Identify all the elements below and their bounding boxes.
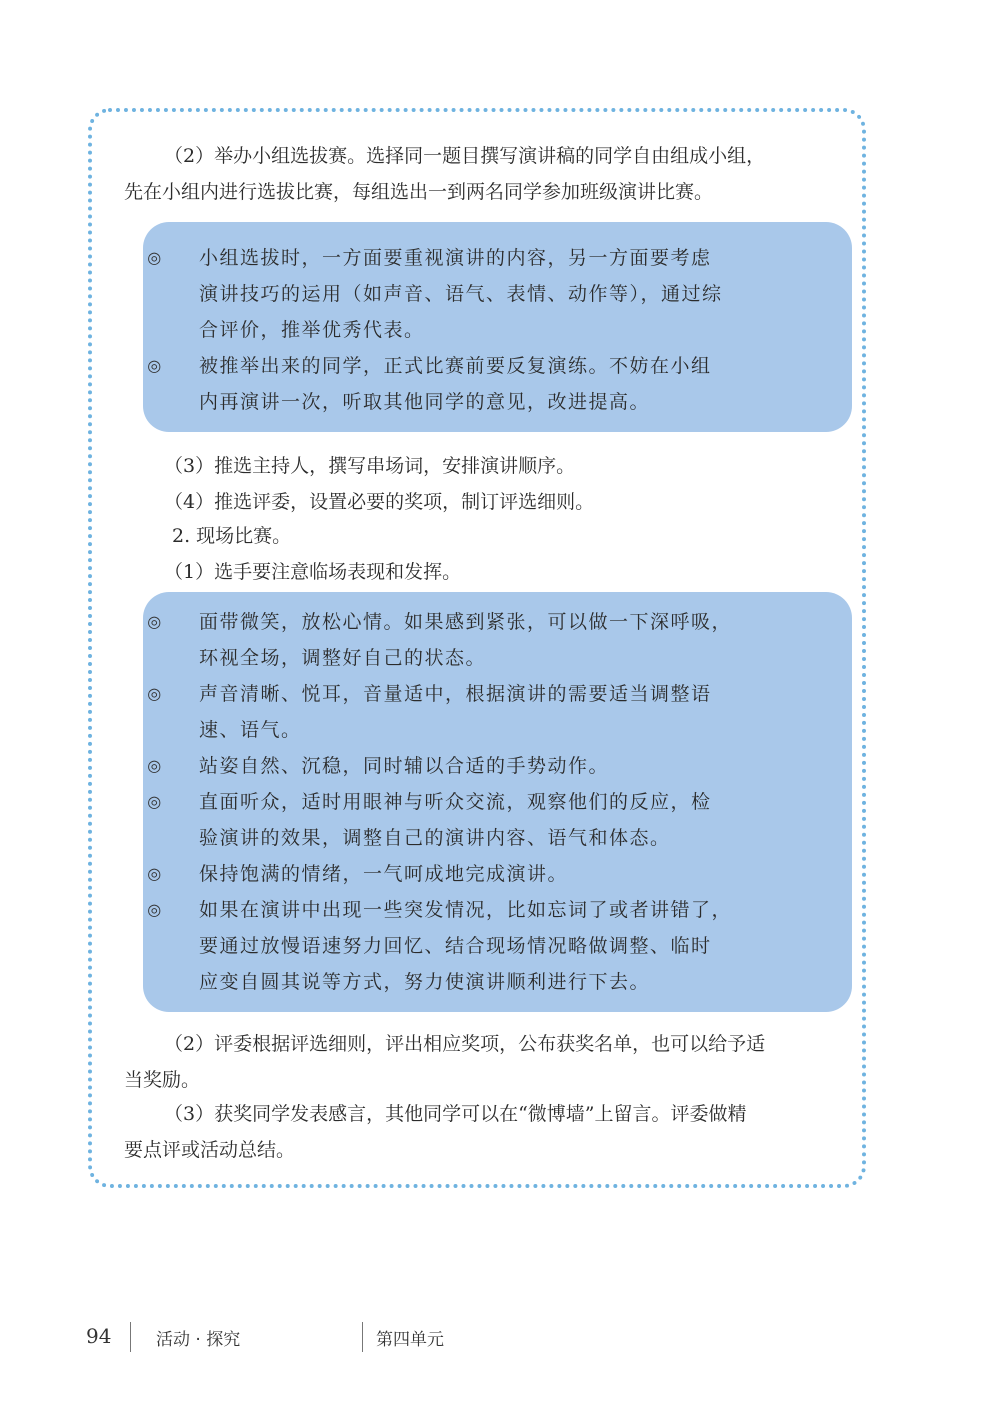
tip-line: 直面听众，适时用眼神与听众交流，观察他们的反应，检 [199, 791, 712, 813]
tip-item [147, 856, 819, 892]
section-2-paragraph [124, 138, 844, 210]
tip-line: 面带微笑，放松心情。如果感到紧张，可以做一下深呼吸， [199, 611, 733, 633]
tip-item [147, 892, 819, 1000]
tip-line: 小组选拔时，一方面要重视演讲的内容，另一方面要考虑 [199, 247, 712, 269]
section-4-text: （4）推选评委，设置必要的奖项，制订评选细则。 [164, 491, 595, 513]
step-2-sub-1 [124, 554, 844, 590]
tip-line: 被推举出来的同学，正式比赛前要反复演练。不妨在小组 [199, 355, 712, 377]
tip-item [147, 748, 819, 784]
bullet-icon: ◎ [147, 864, 163, 883]
footer-divider [130, 1322, 131, 1352]
tip-item [147, 240, 819, 348]
tip-line: 演讲技巧的运用（如声音、语气、表情、动作等），通过综 [199, 283, 723, 305]
page-footer [0, 1322, 1000, 1352]
footer-unit-label: 第四单元 [376, 1330, 444, 1350]
tip-line: 要通过放慢语速努力回忆、结合现场情况略做调整、临时 [199, 935, 712, 957]
tips-box-1 [143, 222, 852, 432]
step-2-title-text: 2. 现场比赛。 [172, 525, 292, 547]
tip-line: 验演讲的效果，调整自己的演讲内容、语气和体态。 [199, 827, 671, 849]
bullet-icon: ◎ [147, 684, 163, 703]
footer-section-label: 活动 · 探究 [156, 1330, 241, 1350]
bullet-icon: ◎ [147, 792, 163, 811]
footer-divider [362, 1322, 363, 1352]
section-3-text: （3）推选主持人，撰写串场词，安排演讲顺序。 [164, 455, 576, 477]
step-2-sub-2-line-1: （2）评委根据评选细则，评出相应奖项，公布获奖名单，也可以给予适 [164, 1033, 766, 1055]
step-2-sub-3 [124, 1096, 844, 1168]
section-2-line-1: （2）举办小组选拔赛。选择同一题目撰写演讲稿的同学自由组成小组， [164, 145, 766, 167]
tip-line: 速、语气。 [199, 719, 302, 741]
tip-line: 应变自圆其说等方式，努力使演讲顺利进行下去。 [199, 971, 651, 993]
bullet-icon: ◎ [147, 756, 163, 775]
step-2-title [124, 518, 844, 554]
bullet-icon: ◎ [147, 900, 163, 919]
section-4 [124, 484, 844, 520]
tip-line: 保持饱满的情绪，一气呵成地完成演讲。 [199, 863, 569, 885]
tip-item [147, 676, 819, 748]
tip-item [147, 604, 819, 676]
bullet-icon: ◎ [147, 356, 163, 375]
section-2-line-2: 先在小组内进行选拔比赛，每组选出一到两名同学参加班级演讲比赛。 [124, 181, 714, 203]
tips-box-2 [143, 592, 852, 1012]
tip-line: 如果在演讲中出现一些突发情况，比如忘词了或者讲错了， [199, 899, 733, 921]
tip-line: 内再演讲一次，听取其他同学的意见，改进提高。 [199, 391, 651, 413]
step-2-sub-3-line-2: 要点评或活动总结。 [124, 1139, 296, 1161]
page-number: 94 [86, 1324, 112, 1348]
tip-item [147, 784, 819, 856]
tip-line: 声音清晰、悦耳，音量适中，根据演讲的需要适当调整语 [199, 683, 712, 705]
tip-item [147, 348, 819, 420]
section-3 [124, 448, 844, 484]
bullet-icon: ◎ [147, 612, 163, 631]
step-2-sub-1-text: （1）选手要注意临场表现和发挥。 [164, 561, 462, 583]
step-2-sub-2 [124, 1026, 844, 1098]
tip-line: 合评价，推举优秀代表。 [199, 319, 425, 341]
step-2-sub-3-line-1: （3）获奖同学发表感言，其他同学可以在“微博墙”上留言。评委做精 [164, 1103, 747, 1125]
step-2-sub-2-line-2: 当奖励。 [124, 1069, 201, 1091]
bullet-icon: ◎ [147, 248, 163, 267]
tip-line: 环视全场，调整好自己的状态。 [199, 647, 487, 669]
tip-line: 站姿自然、沉稳，同时辅以合适的手势动作。 [199, 755, 610, 777]
